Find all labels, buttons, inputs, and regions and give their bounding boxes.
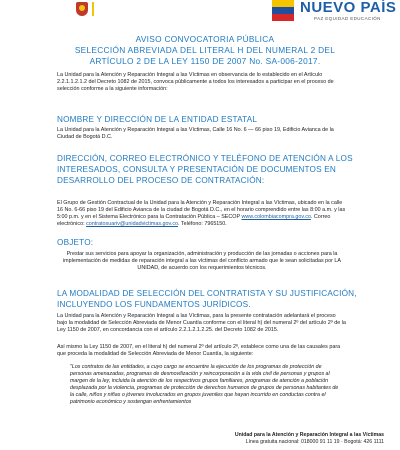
- phone-text: . Teléfono: 7965150.: [178, 221, 227, 227]
- section-heading-object: OBJETO:: [57, 238, 94, 247]
- title-line-2: SELECCIÓN ABREVIADA DEL LITERAL H DEL NUMERAL 2 DEL: [74, 45, 336, 55]
- modality-paragraph-2: Así mismo la Ley 1150 de 2007, en el literal h) del numeral 2º del artículo 2º, establece como una de las causales para que proceda la modalidad de Selección Abreviada de Menor Cuantía, la siguiente:: [57, 344, 341, 357]
- section-heading-modality: LA MODALIDAD DE SELECCIÓN DEL CONTRATISTA Y SU JUSTIFICACIÓN, INCLUYENDO LOS FUNDAMENTOS JURÍDICOS.: [57, 289, 357, 309]
- legal-quote: "Los contratos de las entidades, a cuyo cargo se encuentre la ejecución de los programas de protección de personas amenazadas, programas de desmovilización y reincorporación a la vida civil de personas y grupos al margen de la ley, incluida la atención de los respectivos grupos familiares, programas de atención a población desplazada por la violencia, programas de protección de derechos humanos de grupos de personas habitantes de la calle, niños y niñas o jóvenes involucrados en grupos juveniles que hayan incurrido en conductas contra el patrimonio económico y sostengan enfrentamientos: [70, 364, 339, 405]
- entity-paragraph: La Unidad para la Atención y Reparación Integral a las Víctimas, Calle 16 No. 6 — 66 piso 19, Edificio Avianca de la Ciudad de Bogotá D.C.: [57, 127, 334, 140]
- divider: [92, 2, 94, 16]
- nuevo-pais-logo: [272, 0, 397, 30]
- modality-paragraph-1: La Unidad para la Atención y Reparación Integral a las Víctimas, para la presente contratación adelantará el proceso bajo la modalidad de Selección Abreviada de Menor Cuantía conforme con el literal h) del numeral 2º del artículo 2º de la Ley 1150 de 2007, en concordancia con el artículo 2.2.1.2.1.2.25. del Decreto 1082 de 2015.: [57, 313, 346, 333]
- contact-text: El Grupo de Gestión Contractual de la Unidad para la Atención y Reparación Integral a las Víctimas, ubicado en la calle 16 No. 6-66 piso 19 del Edificio Avianca de la ciudad de Bogotá D.C., en el horario comprendido entre las 8:00 a.m. y las 5:00 p.m. y en el Sistema Electrónico para la Contratación Pública – SECOP: [57, 200, 346, 220]
- footer-line-2: Línea gratuita nacional: 018000 91 11 19 · Bogotá: 426 1111: [245, 439, 384, 445]
- contact-text-mid: . Correo electrónico:: [57, 214, 331, 227]
- page-footer: [224, 432, 384, 446]
- email-link[interactable]: contratosuariv@unidadvictimas.gov.co: [86, 221, 179, 227]
- title-line-1: AVISO CONVOCATORIA PÚBLICA: [135, 34, 275, 44]
- section-heading-entity: NOMBRE Y DIRECCIÓN DE LA ENTIDAD ESTATAL: [57, 115, 258, 124]
- flag-icon: [272, 0, 294, 22]
- coat-of-arms-icon: [76, 2, 88, 16]
- title-line-3: ARTÍCULO 2 DE LA LEY 1150 DE 2007 No. SA-006-2017.: [89, 56, 321, 66]
- page-title: [40, 34, 370, 67]
- object-paragraph: Prestar sus servicios para apoyar la organización, administración y producción de las jornadas o acciones para la implementación de medidas de reparación integral a las víctimas del conflicto armado que le sean solicitadas por LA UNIDAD, de acuerdo con los requerimientos técnicos.: [62, 251, 342, 271]
- brand-subtitle: PAZ EQUIDAD EDUCACIÓN: [314, 16, 381, 21]
- brand-text: NUEVO PAÍS: [300, 0, 397, 16]
- section-heading-contact: DIRECCIÓN, CORREO ELECTRÓNICO Y TELÉFONO DE ATENCIÓN A LOS INTERESADOS, CONSULTA Y PRESENTACIÓN DE DOCUMENTOS EN DESARROLLO DEL PROCESO DE CONTRATACIÓN:: [57, 154, 353, 185]
- intro-paragraph: La Unidad para la Atención y Reparación Integral a las Víctimas en observancia de lo establecido en el Artículo 2.2.1.1.2.1.2 del Decreto 1082 de 2015, convoca públicamente a todos los interesados a participar en el proceso de selección conforme a la siguiente información:: [57, 72, 334, 92]
- government-logo: [4, 0, 104, 22]
- secop-link[interactable]: www.colombiacompra.gov.co: [241, 214, 311, 220]
- footer-line-1: Unidad para la Atención y Reparación Integral a las Víctimas: [234, 432, 384, 438]
- contact-paragraph: [57, 200, 347, 228]
